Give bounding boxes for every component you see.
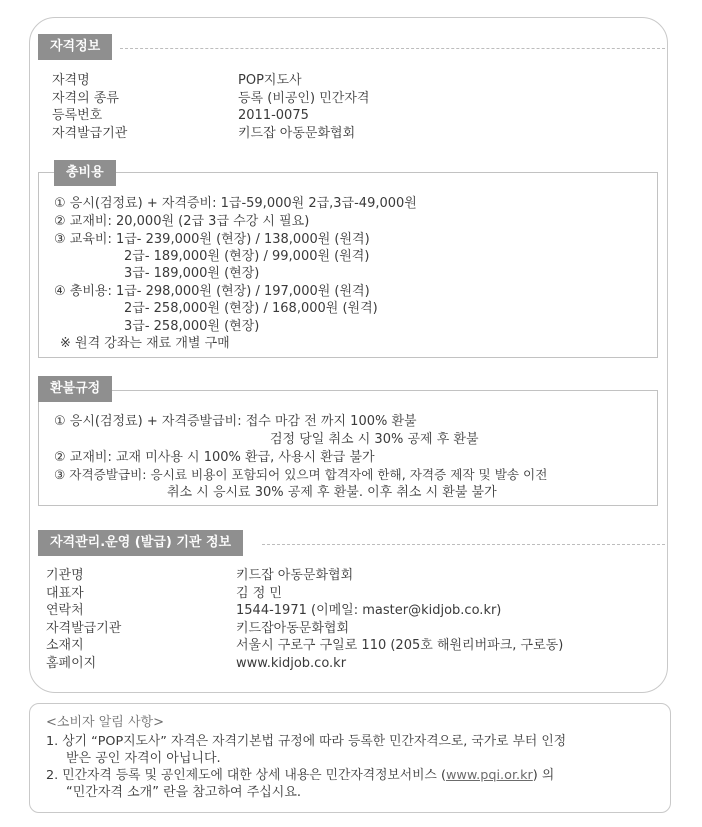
- cost-line: 3급- 258,000원 (현장): [124, 319, 260, 334]
- cost-line: ② 교재비: 20,000원 (2급 3급 수강 시 필요): [54, 214, 310, 229]
- notice-title: <소비자 알림 사항>: [46, 715, 164, 730]
- cost-line: 2급- 258,000원 (현장) / 168,000원 (원격): [124, 301, 378, 316]
- refund-line: ② 교재비: 교재 미사용 시 100% 환급, 사용시 환급 불가: [54, 450, 375, 465]
- cost-line: ③ 교육비: 1급- 239,000원 (현장) / 138,000원 (원격): [54, 232, 370, 247]
- value-ceo: 김 정 민: [236, 585, 282, 601]
- label-contact: 연락처: [46, 603, 84, 618]
- notice-item-2-tail: ) 의: [532, 768, 555, 783]
- divider: [262, 544, 665, 545]
- label-agency: 기관명: [46, 568, 84, 583]
- value-name: POP지도사: [238, 73, 302, 88]
- value-type: 등록 (비공인) 민간자격: [238, 90, 370, 106]
- value-homepage[interactable]: www.kidjob.co.kr: [236, 655, 347, 671]
- value-regno: 2011-0075: [238, 108, 309, 123]
- total-cost-header: 총비용: [54, 160, 116, 186]
- label-issuer: 자격발급기관: [46, 620, 122, 636]
- refund-header: 환불규정: [38, 376, 112, 402]
- notice-item-2-text: 2. 민간자격 등록 및 공인제도에 대한 상세 내용은 민간자격정보서비스 (: [46, 768, 446, 783]
- value-contact: 1544-1971 (이메일: master@kidjob.co.kr): [236, 603, 502, 618]
- refund-line: 취소 시 응시료 30% 공제 후 환불. 이후 취소 시 환불 불가: [167, 485, 497, 500]
- cost-line: 3급- 189,000원 (현장): [124, 266, 260, 281]
- refund-line: 검정 당일 취소 시 30% 공제 후 환불: [270, 432, 479, 447]
- notice-item-1: 1. 상기 “POP지도사” 자격은 자격기본법 규정에 따라 등록한 민간자격으로, 국가로 부터 인정: [46, 734, 567, 749]
- notice-item-2-cont: “민간자격 소개” 란을 참고하여 주십시요.: [66, 785, 302, 800]
- cost-note: ※ 원격 강좌는 재료 개별 구매: [60, 336, 230, 351]
- label-type: 자격의 종류: [52, 90, 119, 106]
- value-issuer: 키드잡 아동문화협회: [238, 125, 356, 141]
- label-issuer: 자격발급기관: [52, 125, 128, 141]
- label-name: 자격명: [52, 73, 90, 88]
- qualification-values: [238, 72, 369, 142]
- refund-line: ① 응시(검정료) + 자격증발급비: 접수 마감 전 까지 100% 환불: [54, 414, 417, 429]
- label-regno: 등록번호: [52, 108, 103, 123]
- notice-item-1-cont: 받은 공인 자격이 아닙니다.: [66, 751, 221, 766]
- qualification-labels: [52, 72, 127, 142]
- cost-line: ④ 총비용: 1급- 298,000원 (현장) / 197,000원 (원격): [54, 284, 370, 299]
- value-agency: 키드잡 아동문화협회: [236, 568, 354, 583]
- label-address: 소재지: [46, 638, 84, 653]
- qualification-header: 자격정보: [38, 34, 112, 60]
- value-issuer: 키드잡아동문화협회: [236, 620, 350, 636]
- label-ceo: 대표자: [46, 585, 84, 601]
- notice-item-2: [46, 767, 554, 784]
- cost-line: ① 응시(검정료) + 자격증비: 1급-59,000원 2급,3급-49,000원: [54, 196, 417, 211]
- label-homepage: 홈페이지: [46, 655, 97, 671]
- pqi-link[interactable]: www.pqi.or.kr: [445, 768, 533, 783]
- refund-line: ③ 자격증발급비: 응시료 비용이 포함되어 있으며 합격자에 한해, 자격증 제작 및 발송 이전: [54, 467, 548, 482]
- agency-header: 자격관리.운영 (발급) 기관 정보: [38, 530, 243, 556]
- value-address: 서울시 구로구 구일로 110 (205호 해원리버파크, 구로동): [236, 638, 564, 653]
- cost-line: 2급- 189,000원 (현장) / 99,000원 (원격): [124, 249, 370, 264]
- agency-values: [236, 567, 563, 672]
- agency-labels: [46, 567, 121, 672]
- divider: [120, 48, 665, 49]
